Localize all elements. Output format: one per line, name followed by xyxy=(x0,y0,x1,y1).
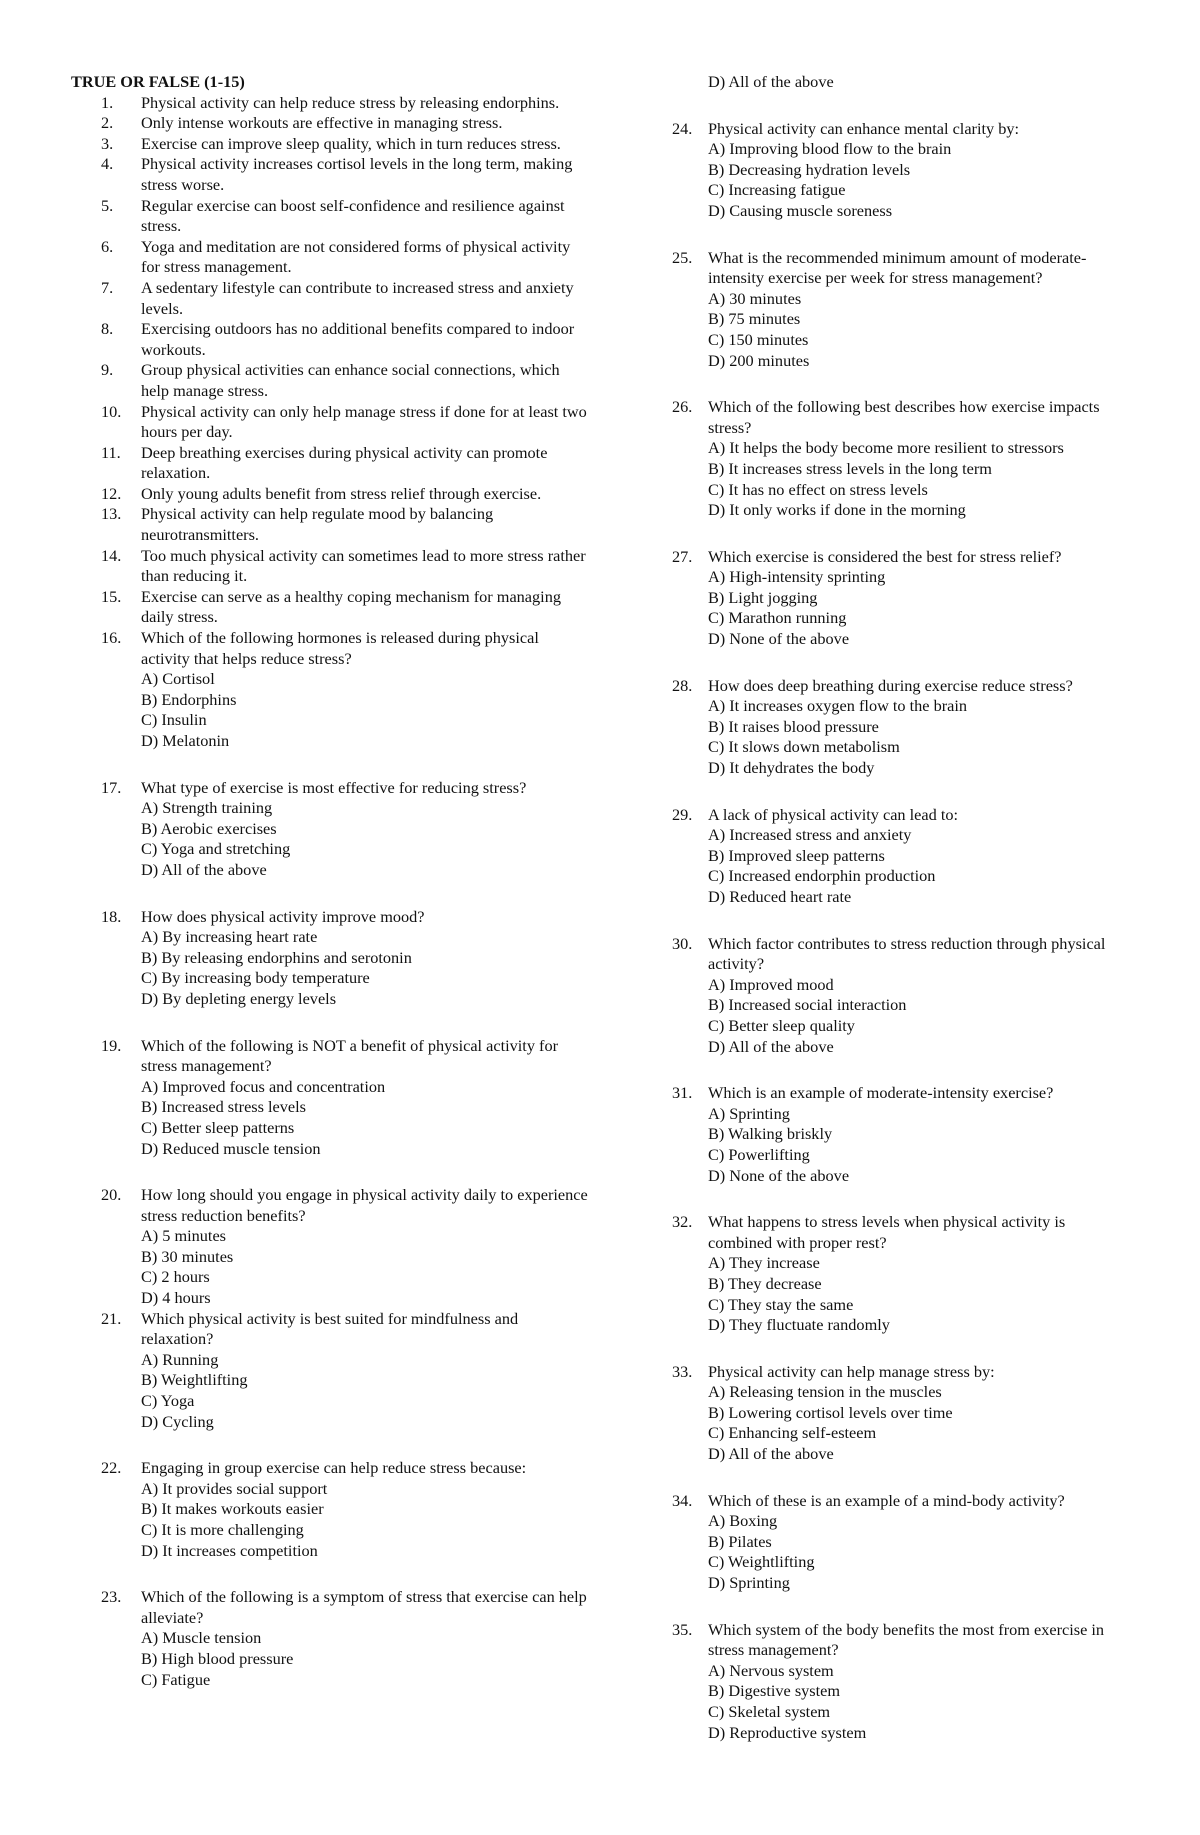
answer-option: A) 30 minutes xyxy=(708,288,802,308)
answer-option: A) They increase xyxy=(708,1253,820,1273)
question-text: Regular exercise can boost self-confidence and resilience against stress. xyxy=(141,195,565,236)
answer-option: A) Improved mood xyxy=(708,974,834,994)
question-number: 24. xyxy=(672,118,693,138)
answer-option: A) Increased stress and anxiety xyxy=(708,825,912,845)
question-item xyxy=(71,1185,591,1309)
answer-option: C) Powerlifting xyxy=(708,1144,810,1164)
question-item xyxy=(71,484,591,505)
question-number: 25. xyxy=(672,247,693,267)
answer-option: B) Walking briskly xyxy=(708,1124,833,1144)
answer-option: B) By releasing endorphins and serotonin xyxy=(141,947,412,967)
question-text: What happens to stress levels when physical activity is combined with proper rest? xyxy=(708,1212,1066,1252)
answer-option: A) High-intensity sprinting xyxy=(708,567,886,587)
answer-option: B) 75 minutes xyxy=(708,309,801,329)
question-item xyxy=(71,778,591,881)
question-text: Physical activity increases cortisol levels in the long term, making stress worse. xyxy=(141,154,573,194)
answer-option: B) Lowering cortisol levels over time xyxy=(708,1402,953,1422)
answer-option: D) By depleting energy levels xyxy=(141,988,337,1008)
question-number: 17. xyxy=(101,777,122,797)
question-item xyxy=(672,547,1127,650)
question-item xyxy=(71,360,591,401)
answer-option: B) They decrease xyxy=(708,1273,822,1293)
answer-option: A) Boxing xyxy=(708,1511,778,1531)
answer-option: C) Yoga and stretching xyxy=(141,839,291,859)
answer-option: A) 5 minutes xyxy=(141,1226,227,1246)
question-number: 5. xyxy=(101,195,114,215)
question-number: 9. xyxy=(101,360,114,380)
question-text: Yoga and meditation are not considered forms of physical activity for stress management. xyxy=(141,236,571,277)
question-text: Which of the following is NOT a benefit of physical activity for stress management? xyxy=(141,1035,559,1076)
question-item xyxy=(71,134,591,155)
right-column xyxy=(672,72,1127,1743)
answer-option: C) It slows down metabolism xyxy=(708,737,900,757)
question-number: 29. xyxy=(672,804,693,824)
answer-option: D) It only works if done in the morning xyxy=(708,500,966,520)
question-item xyxy=(71,1587,591,1690)
answer-option: D) All of the above xyxy=(708,1036,834,1056)
question-text: Physical activity can help reduce stress by releasing endorphins. xyxy=(141,92,560,112)
question-number: 2. xyxy=(101,113,114,133)
answer-option: C) Better sleep quality xyxy=(708,1015,855,1035)
question-number: 26. xyxy=(672,397,693,417)
answer-option: B) Light jogging xyxy=(708,587,818,607)
question-text: How does physical activity improve mood? xyxy=(141,906,425,926)
answer-option: C) Marathon running xyxy=(708,608,847,628)
question-item xyxy=(71,628,591,752)
question-number: 13. xyxy=(101,504,122,524)
question-item xyxy=(71,1036,591,1160)
answer-option: C) Skeletal system xyxy=(708,1702,831,1721)
question-number: 23. xyxy=(101,1587,122,1607)
answer-option: D) Melatonin xyxy=(141,731,230,750)
question-number: 19. xyxy=(101,1035,122,1055)
answer-option: A) Cortisol xyxy=(141,669,215,689)
answer-option: A) Running xyxy=(141,1349,219,1369)
question-text: Exercise can serve as a healthy coping mechanism for managing daily stress. xyxy=(141,586,561,627)
question-text: Which system of the body benefits the most from exercise in stress management? xyxy=(708,1619,1105,1660)
answer-option: B) Improved sleep patterns xyxy=(708,845,885,865)
answer-option: C) 150 minutes xyxy=(708,329,809,349)
question-number: 16. xyxy=(101,628,122,648)
answer-option: A) It provides social support xyxy=(141,1478,328,1498)
question-text: A sedentary lifestyle can contribute to increased stress and anxiety levels. xyxy=(141,277,574,318)
question-text: How long should you engage in physical activity daily to experience stress reduction benefits? xyxy=(141,1185,588,1225)
answer-option: C) Enhancing self-esteem xyxy=(708,1423,877,1443)
answer-option: A) Releasing tension in the muscles xyxy=(708,1382,942,1402)
answer-option: D) It dehydrates the body xyxy=(708,758,875,778)
question-text: Which is an example of moderate-intensity exercise? xyxy=(708,1083,1054,1103)
question-item xyxy=(71,907,591,1010)
question-text: Physical activity can only help manage stress if done for at least two hours per day. xyxy=(141,401,587,442)
question-number: 4. xyxy=(101,154,114,174)
question-item xyxy=(672,397,1127,521)
answer-option: D) Reduced heart rate xyxy=(708,887,852,906)
question-number: 15. xyxy=(101,586,122,606)
question-text: Engaging in group exercise can help reduce stress because: xyxy=(141,1458,527,1478)
question-number: 30. xyxy=(672,933,693,953)
question-number: 27. xyxy=(672,546,693,566)
question-text: Which of the following is a symptom of stress that exercise can help alleviate? xyxy=(141,1587,587,1627)
answer-option: B) It raises blood pressure xyxy=(708,716,879,736)
question-item xyxy=(71,196,591,237)
answer-option: B) Aerobic exercises xyxy=(141,818,277,838)
answer-option: C) They stay the same xyxy=(708,1294,854,1314)
answer-option: B) Digestive system xyxy=(708,1681,841,1701)
answer-option: B) High blood pressure xyxy=(141,1648,294,1668)
question-item xyxy=(71,113,591,134)
question-item xyxy=(71,587,591,628)
answer-option: D) 200 minutes xyxy=(708,350,810,370)
question-number: 32. xyxy=(672,1212,693,1232)
question-text: Which physical activity is best suited for mindfulness and relaxation? xyxy=(141,1308,519,1349)
question-number: 33. xyxy=(672,1361,693,1381)
question-item xyxy=(71,546,591,587)
answer-option: D) Causing muscle soreness xyxy=(708,200,893,220)
question-item xyxy=(672,119,1127,222)
question-number: 7. xyxy=(101,277,114,297)
question-text: Which of the following hormones is released during physical activity that helps reduce stress? xyxy=(141,628,539,668)
answer-option: B) Pilates xyxy=(708,1531,772,1551)
question-item xyxy=(71,237,591,278)
question-text: Physical activity can help regulate mood by balancing neurotransmitters. xyxy=(141,504,494,545)
answer-option: A) It helps the body become more resilient to stressors xyxy=(708,438,1064,458)
answer-option: D) None of the above xyxy=(708,629,850,649)
answer-option: C) Weightlifting xyxy=(708,1552,815,1572)
question-number: 28. xyxy=(672,675,693,695)
question-item xyxy=(672,1362,1127,1465)
answer-option: C) It is more challenging xyxy=(141,1520,304,1539)
question-number: 34. xyxy=(672,1490,693,1510)
question-item xyxy=(71,1309,591,1433)
question-item xyxy=(672,1212,1127,1336)
question-item xyxy=(71,402,591,443)
right-question-list xyxy=(672,119,1127,1744)
question-item xyxy=(71,154,591,195)
question-number: 31. xyxy=(672,1083,693,1103)
question-number: 20. xyxy=(101,1185,122,1205)
question-number: 1. xyxy=(101,92,114,112)
answer-option: C) Increasing fatigue xyxy=(708,180,846,200)
answer-option: C) Fatigue xyxy=(141,1669,211,1689)
question-text: Too much physical activity can sometimes lead to more stress rather than reducing it. xyxy=(141,545,586,586)
question-text: Exercising outdoors has no additional benefits compared to indoor workouts. xyxy=(141,319,575,359)
question-text: How does deep breathing during exercise reduce stress? xyxy=(708,675,1073,695)
answer-option: B) It increases stress levels in the long term xyxy=(708,458,992,478)
question-text: Which of the following best describes how exercise impacts stress? xyxy=(708,397,1100,437)
answer-option: C) Increased endorphin production xyxy=(708,866,936,886)
question-number: 3. xyxy=(101,133,114,153)
answer-option: A) By increasing heart rate xyxy=(141,927,318,947)
question-text: Physical activity can enhance mental clarity by: xyxy=(708,118,1020,138)
question-item xyxy=(672,248,1127,372)
question-text: Which exercise is considered the best for stress relief? xyxy=(708,546,1062,566)
answer-option: D) It increases competition xyxy=(141,1540,318,1560)
question-text: Group physical activities can enhance social connections, which help manage stress. xyxy=(141,360,560,400)
continued-option: D) All of the above xyxy=(708,72,834,91)
question-item xyxy=(71,443,591,484)
question-item xyxy=(672,1083,1127,1186)
answer-option: A) Nervous system xyxy=(708,1660,834,1680)
answer-option: D) All of the above xyxy=(141,859,267,879)
question-number: 12. xyxy=(101,483,122,503)
question-text: A lack of physical activity can lead to: xyxy=(708,804,959,824)
answer-option: A) Muscle tension xyxy=(141,1628,262,1648)
answer-option: A) Strength training xyxy=(141,798,273,818)
question-text: What is the recommended minimum amount of moderate-intensity exercise per week for stress management? xyxy=(708,247,1087,288)
answer-option: D) Cycling xyxy=(141,1411,214,1431)
question-item xyxy=(672,1491,1127,1594)
question-number: 22. xyxy=(101,1458,122,1478)
answer-option: D) None of the above xyxy=(708,1165,850,1185)
answer-option: A) Improving blood flow to the brain xyxy=(708,139,952,159)
question-number: 18. xyxy=(101,906,122,926)
answer-option: B) Decreasing hydration levels xyxy=(708,159,911,179)
answer-option: D) They fluctuate randomly xyxy=(708,1315,890,1335)
question-item xyxy=(71,278,591,319)
question-item xyxy=(71,93,591,114)
answer-option: B) Increased social interaction xyxy=(708,995,907,1015)
answer-option: A) It increases oxygen flow to the brain xyxy=(708,696,968,716)
answer-option: B) Increased stress levels xyxy=(141,1097,307,1117)
answer-option: B) Weightlifting xyxy=(141,1370,248,1390)
question-item xyxy=(71,504,591,545)
section-title: TRUE OR FALSE (1-15) xyxy=(71,72,245,91)
question-text: What type of exercise is most effective for reducing stress? xyxy=(141,777,527,797)
question-item xyxy=(672,934,1127,1058)
question-item xyxy=(672,1620,1127,1744)
question-number: 8. xyxy=(101,319,114,339)
answer-option: C) Yoga xyxy=(141,1391,195,1411)
answer-option: A) Improved focus and concentration xyxy=(141,1076,386,1096)
question-number: 6. xyxy=(101,236,114,256)
question-text: Which of these is an example of a mind-body activity? xyxy=(708,1490,1065,1510)
question-number: 10. xyxy=(101,401,122,421)
answer-option: C) Insulin xyxy=(141,710,207,730)
question-text: Only young adults benefit from stress relief through exercise. xyxy=(141,483,542,503)
left-question-list xyxy=(71,93,591,1691)
answer-option: D) Reduced muscle tension xyxy=(141,1138,321,1158)
answer-option: B) Endorphins xyxy=(141,689,237,709)
answer-option: D) All of the above xyxy=(708,1444,834,1464)
question-text: Which factor contributes to stress reduction through physical activity? xyxy=(708,933,1106,974)
answer-option: C) By increasing body temperature xyxy=(141,968,370,988)
answer-option: B) It makes workouts easier xyxy=(141,1499,324,1519)
answer-option: D) Reproductive system xyxy=(708,1722,867,1742)
question-number: 14. xyxy=(101,545,122,565)
question-item xyxy=(672,676,1127,779)
question-item xyxy=(672,805,1127,908)
question-item xyxy=(71,1458,591,1561)
question-text: Deep breathing exercises during physical activity can promote relaxation. xyxy=(141,442,548,483)
question-text: Physical activity can help manage stress by: xyxy=(708,1361,995,1381)
question-item xyxy=(71,319,591,360)
answer-option: B) 30 minutes xyxy=(141,1246,234,1266)
answer-option: A) Sprinting xyxy=(708,1103,790,1123)
left-column xyxy=(71,72,591,1690)
answer-option: C) It has no effect on stress levels xyxy=(708,479,928,499)
question-number: 21. xyxy=(101,1308,122,1328)
answer-option: D) 4 hours xyxy=(141,1288,211,1308)
answer-option: D) Sprinting xyxy=(708,1573,790,1593)
answer-option: C) Better sleep patterns xyxy=(141,1117,295,1137)
answer-option: C) 2 hours xyxy=(141,1267,210,1287)
question-text: Only intense workouts are effective in managing stress. xyxy=(141,113,503,133)
question-number: 35. xyxy=(672,1619,693,1639)
question-text: Exercise can improve sleep quality, which in turn reduces stress. xyxy=(141,133,561,153)
question-number: 11. xyxy=(101,442,121,462)
